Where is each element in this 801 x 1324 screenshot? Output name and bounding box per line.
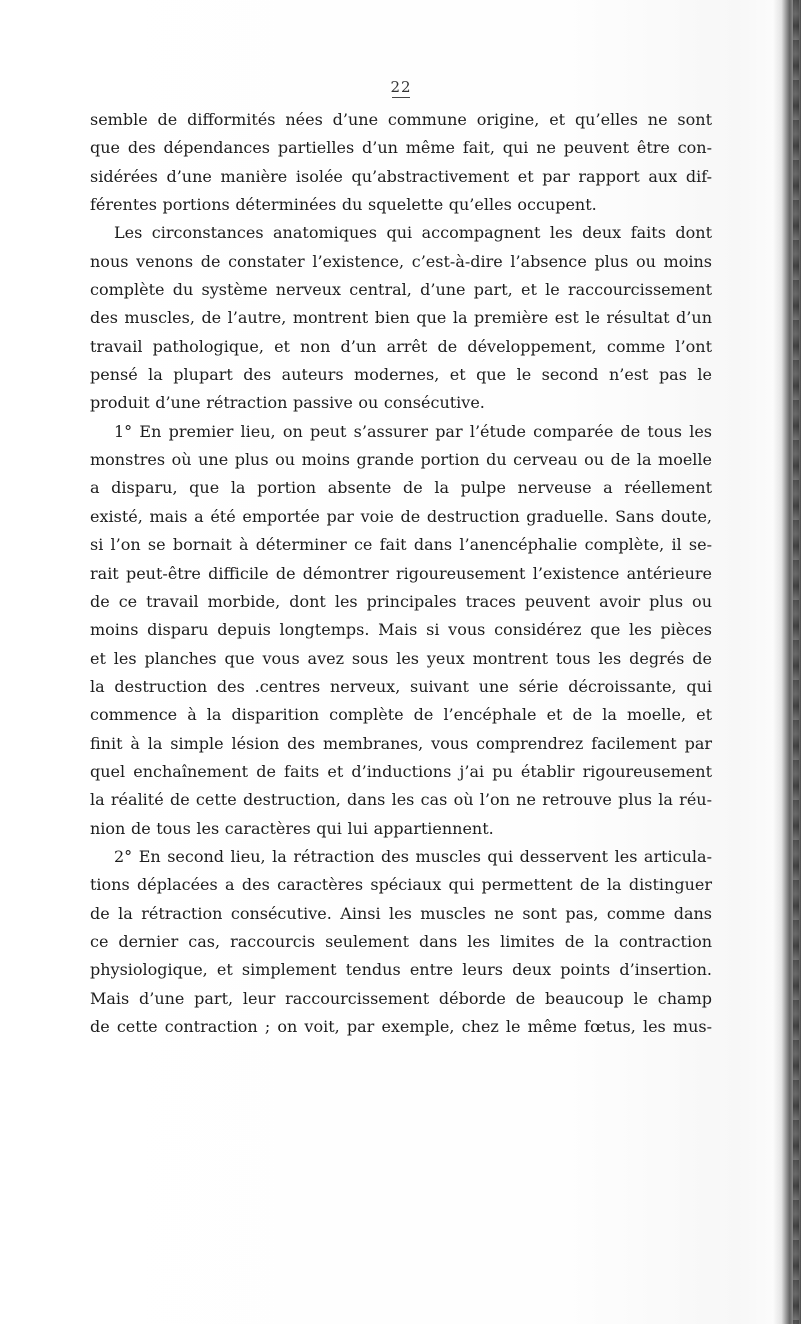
text-line: la réalité de cette destruction, dans les cas où l’on ne retrouve plus la réu- xyxy=(90,790,712,810)
text-line: tions déplacées a des caractères spéciaux qui permettent de la distinguer xyxy=(90,875,712,895)
binding-edge xyxy=(793,0,799,1324)
text-line: nion de tous les caractères qui lui appartiennent. xyxy=(90,818,494,838)
text-line: de cette contraction ; on voit, par exemple, chez le même fœtus, les mus- xyxy=(90,1017,712,1036)
text-line: quel enchaînement de faits et d’inductions j’ai pu établir rigoureusement xyxy=(90,761,712,781)
text-line: sidérées d’une manière isolée qu’abstractivement et par rapport aux dif- xyxy=(90,166,712,186)
text-line: produit d’une rétraction passive ou consécutive. xyxy=(90,393,485,413)
text-line: rait peut-être difficile de démontrer rigoureusement l’existence antérieure xyxy=(90,563,712,583)
text-line: Les circonstances anatomiques qui accompagnent les deux faits dont xyxy=(114,223,712,243)
page-number: 22 xyxy=(386,78,416,96)
text-line: monstres où une plus ou moins grande portion du cerveau ou de la moelle xyxy=(90,450,712,470)
text-line: la destruction des .centres nerveux, suivant une série décroissante, qui xyxy=(90,676,712,696)
text-line: 1° En premier lieu, on peut s’assurer par l’étude comparée de tous les xyxy=(114,421,712,441)
text-line: moins disparu depuis longtemps. Mais si vous considérez que les pièces xyxy=(90,620,712,640)
text-line: existé, mais a été emportée par voie de destruction graduelle. Sans doute, xyxy=(90,506,712,526)
text-line: travail pathologique, et non d’un arrêt de développement, comme l’ont xyxy=(90,336,712,356)
text-line: Mais d’une part, leur raccourcissement déborde de beaucoup le champ xyxy=(90,988,712,1008)
text-line: pensé la plupart des auteurs modernes, et que le second n’est pas le xyxy=(90,365,712,385)
text-line: finit à la simple lésion des membranes, vous comprendrez facilement par xyxy=(90,733,712,753)
text-line: que des dépendances partielles d’un même fait, qui ne peuvent être con- xyxy=(90,138,712,158)
text-line: si l’on se bornait à déterminer ce fait dans l’anencéphalie complète, il se- xyxy=(90,535,712,555)
text-line: et les planches que vous avez sous les yeux montrent tous les degrés de xyxy=(90,648,712,668)
text-line: 2° En second lieu, la rétraction des muscles qui desservent les articula- xyxy=(114,846,712,866)
text-line: a disparu, que la portion absente de la pulpe nerveuse a réellement xyxy=(90,478,712,498)
text-line: physiologique, et simplement tendus entre leurs deux points d’insertion. xyxy=(90,960,712,980)
text-line: des muscles, de l’autre, montrent bien que la première est le résultat d’un xyxy=(90,308,712,328)
text-line: de la rétraction consécutive. Ainsi les muscles ne sont pas, comme dans xyxy=(90,903,712,923)
text-line: de ce travail morbide, dont les principales traces peuvent avoir plus ou xyxy=(90,591,712,611)
text-line: complète du système nerveux central, d’une part, et le raccourcissement xyxy=(90,280,712,300)
text-line: férentes portions déterminées du squelette qu’elles occupent. xyxy=(90,195,597,215)
text-line: semble de difformités nées d’une commune origine, et qu’elles ne sont xyxy=(90,110,712,129)
text-line: nous venons de constater l’existence, c’est-à-dire l’absence plus ou moins xyxy=(90,251,712,271)
text-line: ce dernier cas, raccourcis seulement dans les limites de la contraction xyxy=(90,931,712,951)
text-line: commence à la disparition complète de l’encéphale et de la moelle, et xyxy=(90,705,712,725)
body-text xyxy=(90,106,712,1041)
